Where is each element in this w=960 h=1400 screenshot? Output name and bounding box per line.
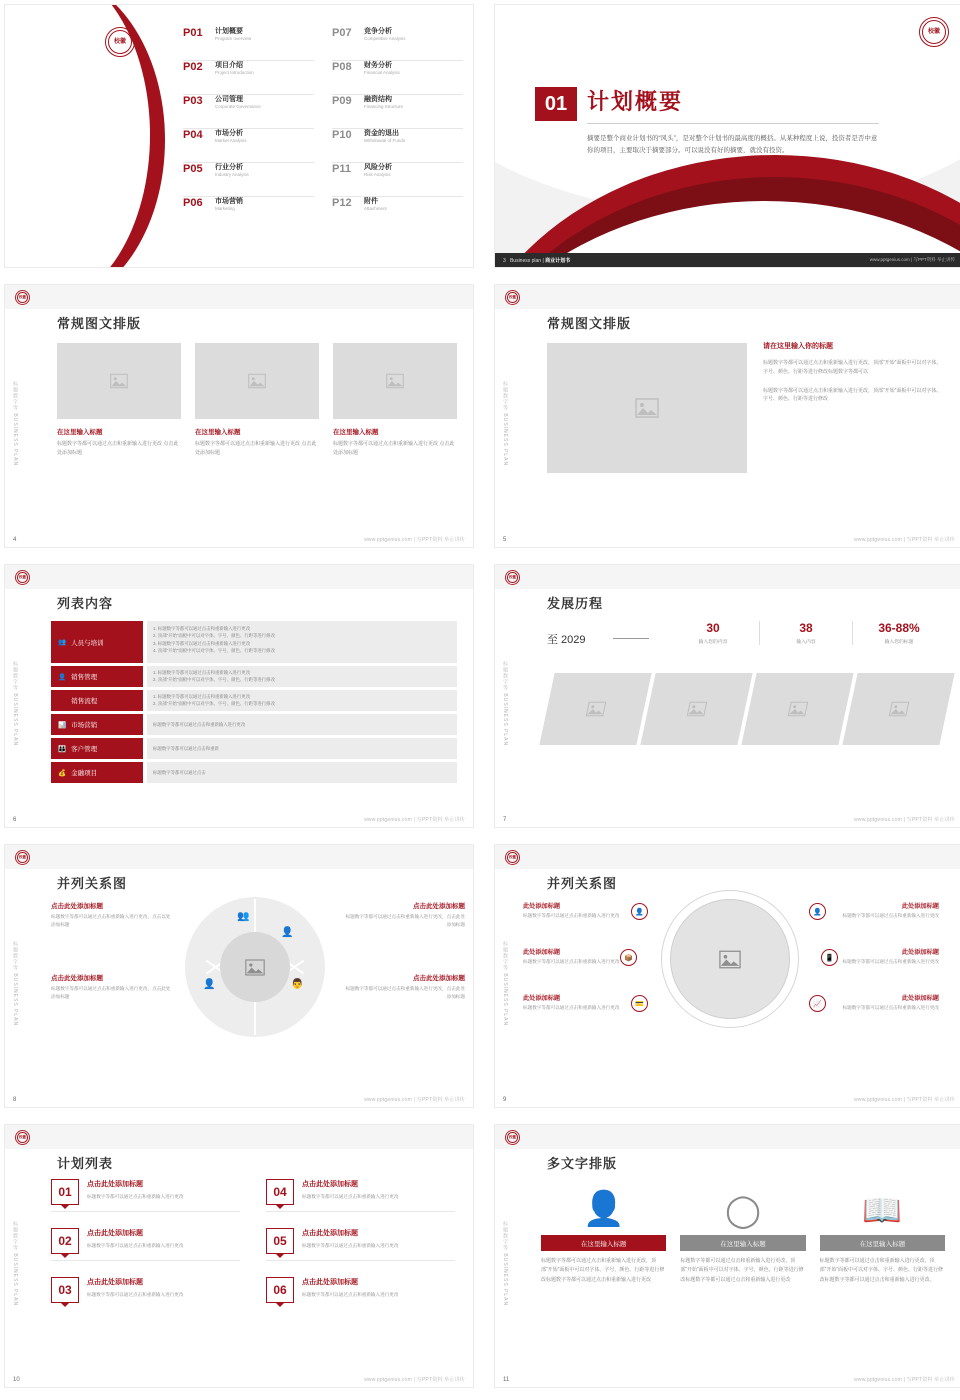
school-seal-logo: 校徽 [15,850,30,865]
column-heading: 在这里输入标题 [333,429,379,436]
content-columns [57,343,457,458]
toc-label-en: Competitive Analysis [364,36,406,42]
slide-topbar [5,565,474,589]
footer-page: 3 [503,258,506,264]
item-heading: 点击此处添加标题 [302,1181,358,1188]
school-seal-logo: 校徽 [505,850,520,865]
plan-item-grid [51,1179,455,1309]
user-gear-icon: 👤 [58,673,67,681]
image-placeholder[interactable] [539,673,651,745]
slide-topbar [5,845,474,869]
callout-text: 标题数字等都可以通过点击和重新输入进行更改，点击以处添加标题 [51,914,171,928]
book-icon: 📖 [862,1192,903,1228]
box-icon[interactable]: 📦 [620,949,637,966]
slide-plan-list [4,1124,474,1388]
detail-row [147,666,457,687]
detail-line: 1. 标题数字等都可以通过点击和重新输入进行更改 [153,670,251,675]
item-number: 01 [51,1179,79,1205]
footer-right: www.pptgenius.com | 写PPT资料 举止讲传 [869,257,955,262]
stat-label: 输入内容 [796,640,816,645]
detail-row [147,714,457,735]
toc-label-en: Financing Structure [364,104,404,110]
stat-item [759,621,852,645]
footer-site: www.pptgenius.com | 写PPT资料 举止讲传 [854,1097,955,1103]
slide-parallel-diagram-nodes [494,844,960,1108]
footer-note: 写PPT资料 举止讲传 [913,257,955,262]
stat-label: 输入您的内容 [698,640,728,645]
slide-footer [495,1096,960,1103]
stats-group [667,621,945,645]
page-number: 5 [503,536,507,543]
callout-text: 标题数字等都可以通过点击和重新输入进行更改，点击此处添加标题 [345,914,465,928]
section-number: 01 [535,87,577,121]
toc-item[interactable] [183,197,314,231]
callout-text: 标题数字等都可以通过点击和重新输入进行更改 [523,959,620,964]
item-text: 标题数字等都可以通过点击和重新输入进行更改 [87,1194,184,1199]
callout-text: 标题数字等都可以通过点击和重新输入进行更改 [842,959,939,964]
side-label: 标题数字等 BUSINESS PLAN [12,661,18,747]
footer-site: www.pptgenius.com | 写PPT资料 举止讲传 [364,1097,465,1103]
detail-line: 1. 标题数字等都可以通过点击和重新输入进行更改 [153,694,251,699]
page-title: 并列关系图 [57,876,128,891]
item-text: 标题数字等都可以通过点击和重新输入进行更改 [87,1243,184,1248]
divider [587,123,879,124]
side-label: 标题数字等 BUSINESS PLAN [502,941,508,1027]
callout-block [835,993,939,1012]
slide-footer-bar [495,253,960,267]
category-button[interactable] [51,714,143,735]
toc-label-en: Marketing [215,206,235,212]
detail-row [147,621,457,663]
school-seal-logo: 校徽 [15,1130,30,1145]
callout-text: 标题数字等都可以通过点击和重新输入进行更改 [523,913,620,918]
detail-line: 2. 顶部“开始”面板中可以对字体、字号、颜色、行距等进行修改 [153,633,275,639]
plan-item[interactable] [51,1277,240,1309]
school-seal-logo: 校徽 [15,290,30,305]
image-placeholder[interactable] [741,673,853,745]
plan-item[interactable] [266,1179,455,1212]
user-add-icon: 👤 [582,1190,625,1228]
page-number: 6 [13,816,17,823]
toc-label-cn: 竞争分析 [364,28,392,35]
slide-topbar [495,285,960,309]
category-button[interactable] [51,690,143,711]
content-column [195,343,319,458]
detail-line: 2. 顶部“开始”面板中可以对字体、字号、颜色、行距等进行修改 [153,701,275,707]
page-title: 发展历程 [547,596,604,611]
user-icon: 👤 [281,927,294,938]
slide-footer-label: Business plan | 商业计划书 [23,245,84,251]
toc-label-en: Risk Analysis [364,172,391,178]
toc-label-en: Attachment [364,206,387,212]
section-title: 计划概要 [587,89,684,114]
item-number: 06 [266,1277,294,1303]
page-title: 并列关系图 [547,876,618,891]
toc-item[interactable] [183,163,314,197]
people-icon: 👥 [237,911,250,922]
column-text: 标题数字等都可以通过点击和重新输入进行更改 点击此处添加标题 [57,441,179,456]
section-body-text: 摘要是整个商业计划书的“风头”，是对整个计划书的最高度的概括。从某种程度上说，投资者是否中意你的项目，主要取决于摘要部分。可以说没有好的摘要，就没有投资。 [587,135,878,155]
callout-text: 标题数字等都可以通过点击和重新输入进行更改 [842,1005,939,1010]
toc-label-cn: 市场分析 [215,130,243,137]
image-placeholder[interactable] [195,343,319,419]
callout-text: 标题数字等都可以通过点击和重新输入进行更改 [523,1005,620,1010]
toc-number: P02 [183,61,203,73]
donut-diagram [185,897,325,1037]
image-placeholder[interactable] [547,343,747,473]
footer-left: 3 Business plan | 商业计划书 [503,258,571,264]
image-placeholder[interactable] [670,899,790,1019]
id-card-icon[interactable]: 💳 [631,995,648,1012]
content-column [541,1175,666,1285]
image-placeholder[interactable] [333,343,457,419]
toc-label-en: Corporate Governance [215,104,261,110]
page-title: 常规图文排版 [57,316,142,331]
text-block [763,341,943,404]
slide-image-text-single [494,284,960,548]
stat-value: 30 [706,621,720,635]
detail-line: 1. 标题数字等都可以通过点击和重新输入进行更改 [153,626,251,631]
plan-item[interactable] [266,1228,455,1261]
person-check-icon: 👤 [203,979,216,990]
slide-image-text-3col [4,284,474,548]
callout-heading: 点击此处添加标题 [51,903,103,910]
item-number: 02 [51,1228,79,1254]
category-label: 客户管理 [71,746,98,753]
slide-footer [5,816,473,823]
slide-multi-text [494,1124,960,1388]
slide-parallel-diagram-donut [4,844,474,1108]
toc-label-cn: 财务分析 [364,62,392,69]
callout-heading: 点击此处添加标题 [51,975,103,982]
footer-site: www.pptgenius.com | 写PPT资料 举止讲传 [364,1377,465,1383]
cylinder-icon: ◯ [725,1192,761,1228]
category-button[interactable] [51,621,143,663]
item-heading: 点击此处添加标题 [87,1230,143,1237]
toc-label-cn: 附件 [364,198,378,205]
callout-block [343,901,465,930]
side-label: 标题数字等 BUSINESS PLAN [12,941,18,1027]
toc-label-en: Industry Analysis [215,172,249,178]
toc-label-cn: 行业分析 [215,164,243,171]
callout-block [523,993,627,1012]
shield-icon: 🛡 [58,697,67,705]
content-column [820,1175,945,1285]
toc-label-cn: 计划概要 [215,28,243,35]
page-title: 多文字排版 [547,1156,618,1171]
toc-number: P11 [332,163,351,175]
side-label: 标题数字等 BUSINESS PLAN [12,381,18,467]
category-label: 人员与培训 [71,639,104,647]
column-heading: 在这里输入标题 [195,429,241,436]
column-caption: 在这里输入标题 [541,1235,666,1251]
item-number: 03 [51,1277,79,1303]
timeline-year: 至 2029 [547,634,586,646]
toc-label-cn: 项目介绍 [215,62,243,69]
section-heading: 请在这里输入你的标题 [763,343,833,350]
toc-item[interactable] [332,95,463,129]
paragraph-1: 标题数字等都可以通过点击和重新输入进行更改，顶部“开始”面板中可以对字体、字号、颜色、行距等进行修改标题数字等都可以 [763,360,942,375]
toc-number: P07 [332,27,352,39]
callout-block [835,947,939,966]
item-text: 标题数字等都可以通过点击和重新输入进行更改 [302,1194,399,1199]
stat-item [852,621,945,645]
chart-icon: 📊 [58,721,67,729]
toc-label-en: Market Analysis [215,138,247,144]
column-heading: 在这里输入标题 [57,429,103,436]
slide-topbar [5,285,474,309]
page-number: 9 [503,1096,507,1103]
column-caption: 在这里输入标题 [680,1235,805,1251]
toc-label-cn: 资金的退出 [364,130,399,137]
slide-footer [495,536,960,543]
callout-heading: 此处添加标题 [523,949,561,956]
content-column [333,343,457,458]
footer-site: www.pptgenius.com | 写PPT资料 举止讲传 [854,1377,955,1383]
toc-number: P03 [183,95,203,107]
school-seal-logo: 校徽 [105,27,135,57]
detail-line: 4. 顶部“开始”面板中可以对字体、字号、颜色、行距等进行修改 [153,647,275,653]
footer-cn: 商业计划书 [58,245,84,251]
callout-block [523,901,627,920]
slide-timeline [494,564,960,828]
school-seal-logo: 校徽 [919,17,949,47]
callout-heading: 此处添加标题 [523,995,561,1002]
coin-icon: 💰 [58,769,67,777]
page-number: 7 [503,816,507,823]
footer-site: www.pptgenius.com | 写PPT资料 举止讲传 [364,817,465,823]
detail-line: 标题数字等都可以通过点击和重新 [153,746,219,751]
item-text: 标题数字等都可以通过点击和重新输入进行更改 [87,1292,184,1297]
toc-item[interactable] [183,95,314,129]
item-number: 05 [266,1228,294,1254]
slide-footer [5,536,473,543]
slide-topbar [5,1125,474,1149]
category-label: 销售管理 [71,674,98,681]
column-text: 标题数字等都可以通过点击和重新输入进行更改，顶部“开始”面板中可以对字体、字号、颜色、行距等进行修改标题数字等都可以通过点击和重新输入进行更改 [680,1258,804,1283]
user-icon[interactable]: 👤 [631,903,648,920]
item-heading: 点击此处添加标题 [302,1279,358,1286]
callout-block [523,947,627,966]
category-button[interactable] [51,738,143,759]
callout-heading: 此处添加标题 [901,949,939,956]
toc-number: P10 [332,129,352,141]
detail-line: 标题数字等都可以通过点击 [153,770,206,775]
slide-footer [495,1376,960,1383]
category-label: 销售流程 [71,698,98,705]
image-placeholder[interactable] [57,343,181,419]
callout-heading: 点击此处添加标题 [413,903,465,910]
content-column [57,343,181,458]
toc-item[interactable] [332,129,463,163]
school-seal-logo: 校徽 [505,290,520,305]
slide-contents [4,4,474,268]
callout-block [51,901,173,930]
chart-icon[interactable]: 📈 [809,995,826,1012]
image-placeholder[interactable] [640,673,752,745]
slide-footer [5,1376,473,1383]
side-label: 标题数字等 BUSINESS PLAN [502,661,508,747]
item-heading: 点击此处添加标题 [87,1279,143,1286]
plan-item[interactable] [51,1228,240,1261]
slide-footer [5,1096,473,1103]
toc-number: P04 [183,129,203,141]
toc-label-en: Withdrawal of Funds [364,138,406,144]
footer-site: www.pptgenius.com [869,257,910,262]
callout-block [51,973,173,1002]
callout-heading: 此处添加标题 [901,995,939,1002]
detail-line: 标题数字等都可以通过点击和重新输入进行更改 [153,722,246,727]
column-caption: 在这里输入标题 [820,1235,945,1251]
toc-number: P06 [183,197,203,209]
category-label: 金融项目 [71,770,98,777]
slide-list-content [4,564,474,828]
toc-number: P05 [183,163,203,175]
image-placeholder[interactable] [842,673,954,745]
paragraph-2: 标题数字等都可以通过点击和重新输入进行更改，顶部“开始”面板中可以对字体、字号、颜色、行距等进行修改 [763,387,942,403]
callout-text: 标题数字等都可以通过点击和重新输入进行更改 [842,913,939,918]
school-seal-logo: 校徽 [15,570,30,585]
toc-number: P08 [332,61,352,73]
page-title: 计划列表 [57,1156,114,1171]
category-label: 市场营销 [71,722,98,729]
footer-en: Business plan [23,245,55,251]
content-columns [541,1175,945,1285]
category-button-list [51,621,143,786]
callout-heading: 此处添加标题 [901,903,939,910]
toc-label-cn: 风险分析 [364,164,392,171]
detail-row [147,762,457,783]
toc-number: P09 [332,95,352,107]
image-placeholder[interactable] [220,932,290,1002]
toc-item[interactable] [332,27,463,61]
column-text: 标题数字等都可以通过点击和重新输入进行更改 点击此处添加标题 [333,441,455,456]
toc-label-en: Financial Analysis [364,70,400,76]
toc-item[interactable] [183,129,314,163]
item-text: 标题数字等都可以通过点击和重新输入进行更改 [302,1243,399,1248]
toc-item[interactable] [332,61,463,95]
item-number: 04 [266,1179,294,1205]
toc-item[interactable] [332,197,463,231]
plan-item[interactable] [266,1277,455,1309]
item-heading: 点击此处添加标题 [87,1181,143,1188]
page-number: 11 [503,1376,510,1383]
toc-label-en: Program overview [215,36,252,42]
school-seal-logo: 校徽 [505,1130,520,1145]
page-title: 列表内容 [57,596,114,611]
toc-label-cn: 融资结构 [364,96,392,103]
contents-title: CONTENTS [30,37,49,147]
person-tie-icon: 👨 [291,979,304,990]
detail-line: 3. 标题数字等都可以通过点击和重新输入进行更改 [153,640,251,646]
footer-en: Business plan [509,258,542,264]
callout-text: 标题数字等都可以通过点击和重新输入进行更改，点击此处添加标题 [51,986,171,1000]
stat-item [667,621,759,645]
column-text: 标题数字等都可以通过点击和重新输入进行更改，顶部“开始”面板中可以对字体、字号、颜色、行距等进行修改标题数字等都可以通过点击和重新输入进行更改。 [819,1258,943,1283]
category-button[interactable] [51,666,143,687]
timeline-rule [613,638,649,639]
slide-topbar [495,1125,960,1149]
toc-number: P01 [183,27,203,39]
image-strip [547,673,947,745]
callout-block [343,973,465,1002]
detail-row-list [147,621,457,786]
slide-topbar [495,845,960,869]
toc-label-cn: 公司管理 [215,96,243,103]
slide-section-cover [494,4,960,268]
side-label: 标题数字等 BUSINESS PLAN [502,1221,508,1307]
person-icon[interactable]: 👤 [809,903,826,920]
footer-site: www.pptgenius.com | 写PPT资料 举止讲传 [854,537,955,543]
detail-row [147,690,457,711]
footer-cn: 商业计划书 [545,258,571,264]
category-button[interactable] [51,762,143,783]
toc-item[interactable] [183,27,314,61]
page-number: 10 [13,1376,20,1383]
callout-heading: 点击此处添加标题 [413,975,465,982]
people-icon: 👥 [58,639,67,646]
stat-value: 36-88% [878,621,920,635]
toc-item[interactable] [183,61,314,95]
users-icon: 👪 [58,745,67,753]
toc-item[interactable] [332,163,463,197]
plan-item[interactable] [51,1179,240,1212]
content-column [680,1175,805,1285]
slide-topbar [495,565,960,589]
school-seal-logo: 校徽 [505,570,520,585]
callout-heading: 此处添加标题 [523,903,561,910]
footer-site: www.pptgenius.com | 写PPT资料 举止讲传 [364,537,465,543]
toc-label-en: Project Introduction [215,70,254,76]
detail-line: 2. 顶部“开始”面板中可以对字体、字号、颜色、行距等进行修改 [153,677,275,683]
contents-subtitle: 目录 [59,155,70,179]
detail-row [147,738,457,759]
page-title: 常规图文排版 [547,316,632,331]
page-number: 8 [13,1096,17,1103]
slide-footer [495,816,960,823]
footer-site: www.pptgenius.com | 写PPT资料 举止讲传 [854,817,955,823]
table-of-contents [183,27,463,231]
side-label: 标题数字等 BUSINESS PLAN [502,381,508,467]
device-icon[interactable]: 📱 [821,949,838,966]
toc-number: P12 [332,197,352,209]
page-number: 4 [13,536,17,543]
toc-label-cn: 市场营销 [215,198,243,205]
column-text: 标题数字等都可以通过点击和重新输入进行更改 点击此处添加标题 [195,441,317,456]
column-text: 标题数字等都可以通过点击和重新输入进行更改，顶部“开始”面板中可以对字体、字号、颜色、行距等进行修改标题数字等都可以通过点击和重新输入进行更改 [541,1258,665,1283]
callout-text: 标题数字等都可以通过点击和重新输入进行更改，点击此处添加标题 [345,986,465,1000]
stat-value: 38 [799,621,813,635]
side-label: 标题数字等 BUSINESS PLAN [12,1221,18,1307]
callout-block [835,901,939,920]
stat-label: 输入您的标题 [884,640,914,645]
item-heading: 点击此处添加标题 [302,1230,358,1237]
item-text: 标题数字等都可以通过点击和重新输入进行更改 [302,1292,399,1297]
